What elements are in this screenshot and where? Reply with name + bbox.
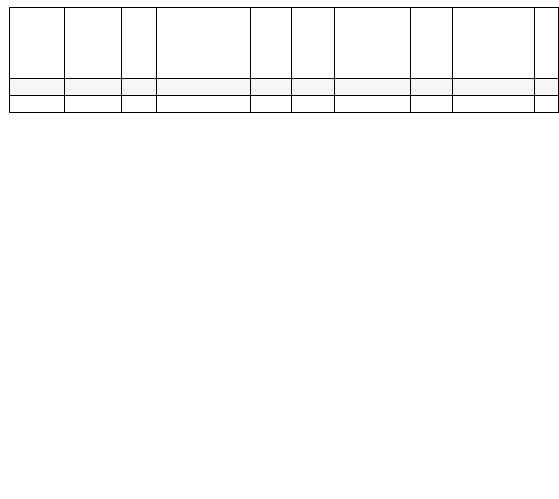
country-cell bbox=[10, 79, 65, 96]
value-cell bbox=[292, 96, 334, 113]
value-cell bbox=[411, 96, 452, 113]
col-header-cum-qty-yoy bbox=[411, 8, 452, 79]
value-cell bbox=[452, 96, 535, 113]
value-cell bbox=[292, 79, 334, 96]
value-cell bbox=[535, 79, 559, 96]
value-cell bbox=[122, 96, 156, 113]
col-header-cum-amount-yoy bbox=[535, 8, 559, 79]
col-header-cum-amount bbox=[452, 8, 535, 79]
col-header-month-qty-yoy bbox=[122, 8, 156, 79]
value-cell bbox=[334, 79, 411, 96]
value-cell bbox=[250, 96, 291, 113]
table-body bbox=[10, 79, 559, 113]
value-cell bbox=[535, 96, 559, 113]
value-cell bbox=[411, 79, 452, 96]
col-header-month-qty bbox=[65, 8, 122, 79]
col-header-month-amount-yoy bbox=[250, 8, 291, 79]
col-header-month-amount bbox=[156, 8, 250, 79]
value-cell bbox=[65, 79, 122, 96]
value-cell bbox=[65, 96, 122, 113]
col-header-cum-qty bbox=[334, 8, 411, 79]
value-cell bbox=[452, 79, 535, 96]
value-cell bbox=[334, 96, 411, 113]
col-header-month-avg-price bbox=[292, 8, 334, 79]
total-row bbox=[10, 79, 559, 96]
value-cell bbox=[156, 96, 250, 113]
country-cell bbox=[10, 96, 65, 113]
export-table bbox=[9, 7, 559, 113]
value-cell bbox=[156, 79, 250, 96]
table-row bbox=[10, 96, 559, 113]
col-header-country bbox=[10, 8, 65, 79]
header-row bbox=[10, 8, 559, 79]
value-cell bbox=[250, 79, 291, 96]
document bbox=[9, 7, 559, 113]
value-cell bbox=[122, 79, 156, 96]
